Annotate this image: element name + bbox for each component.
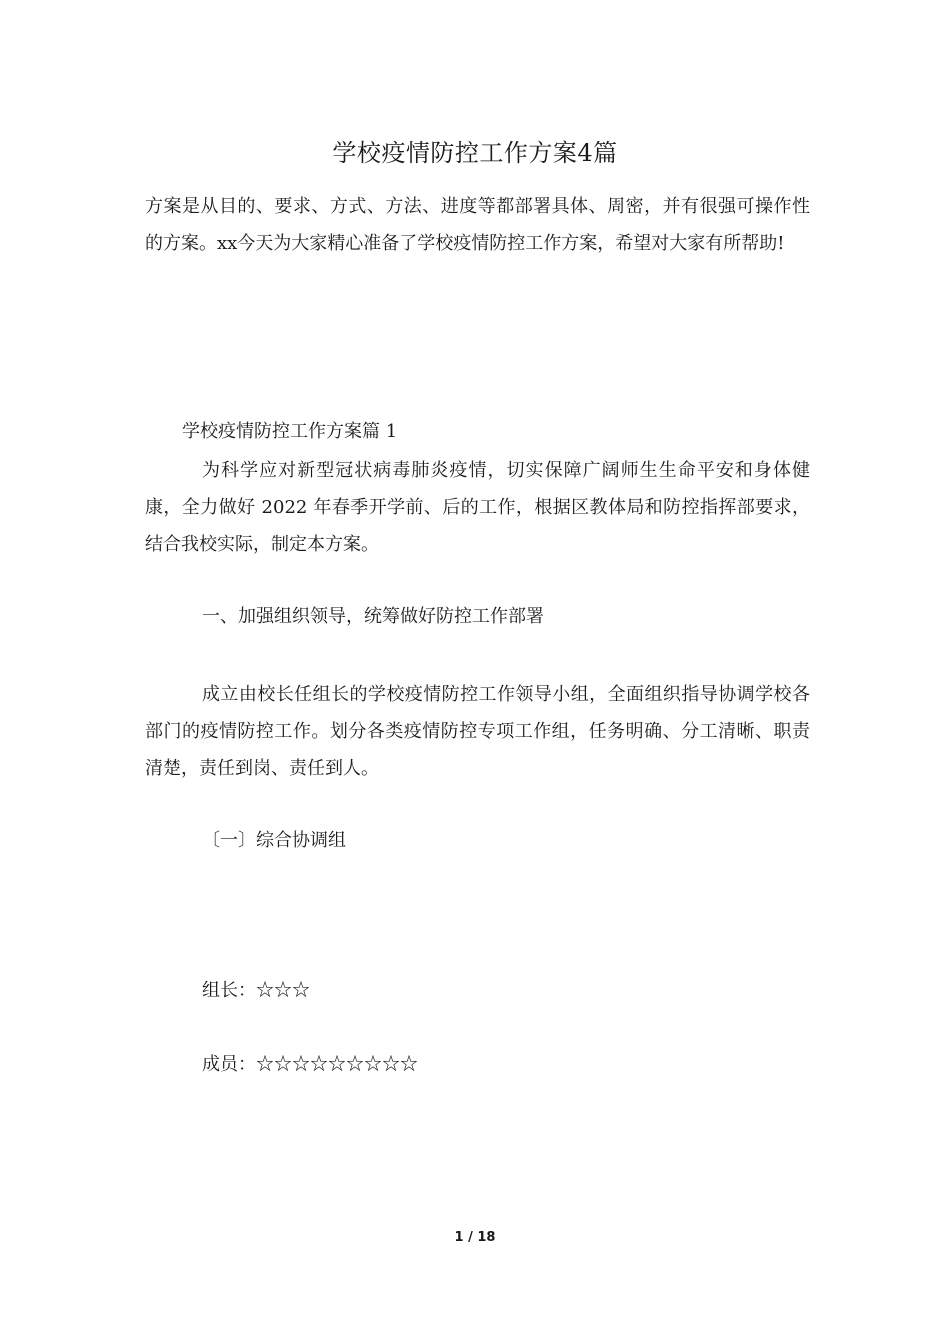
group-leader-line: 组长：☆☆☆ <box>202 980 310 1001</box>
intro-paragraph: 方案是从目的、要求、方式、方法、进度等都部署具体、周密，并有很强可操作性的方案。xx今天为大家精心准备了学校疫情防控工作方案，希望对大家有所帮助! <box>145 196 810 254</box>
document-title: 学校疫情防控工作方案4篇 <box>332 139 618 167</box>
group-members-line: 成员：☆☆☆☆☆☆☆☆☆ <box>202 1054 418 1075</box>
section-heading: 学校疫情防控工作方案篇 1 <box>182 421 398 442</box>
subheading-coordination-group: 〔一〕综合协调组 <box>202 830 346 851</box>
heading-organization: 一、加强组织领导，统筹做好防控工作部署 <box>202 606 544 627</box>
body-paragraph-2: 成立由校长任组长的学校疫情防控工作领导小组，全面组织指导协调学校各部门的疫情防控工作。划分各类疫情防控专项工作组，任务明确、分工清晰、职责清楚，责任到岗、责任到人。 <box>145 684 810 779</box>
body-paragraph-1: 为科学应对新型冠状病毒肺炎疫情，切实保障广阔师生生命平安和身体健康，全力做好 2022 年春季开学前、后的工作，根据区教体局和防控指挥部要求，结合我校实际，制定本方案。 <box>145 460 810 555</box>
page-number: 1 / 18 <box>454 1230 496 1245</box>
